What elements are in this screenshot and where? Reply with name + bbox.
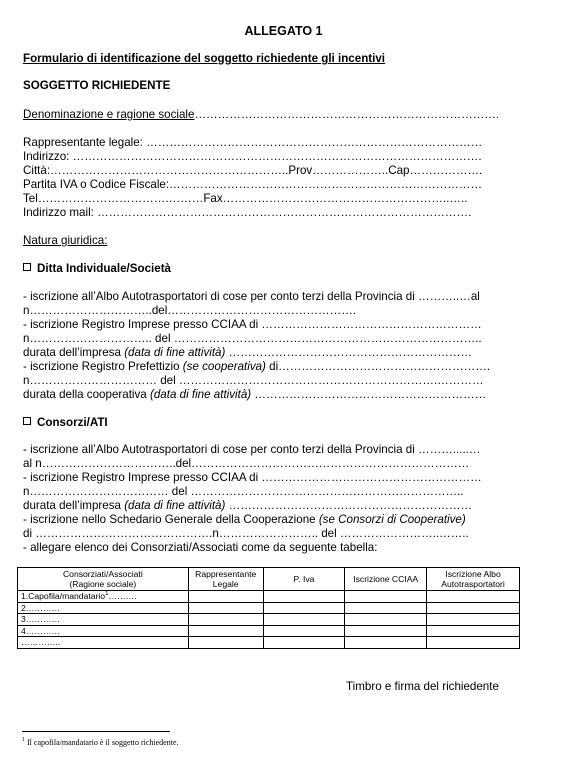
rappresentante-field: Rappresentante legale: …………………………………………………………………………… [23, 136, 483, 149]
text: durata della cooperativa [23, 388, 150, 401]
consorzi-line: - iscrizione all’Albo Autotrasportatori di cose per conto terzi della Provincia di ……….....… [23, 443, 481, 456]
table-cell[interactable] [188, 591, 263, 603]
text-italic: (se cooperativa) [182, 360, 266, 373]
table-row [18, 591, 520, 603]
table-row [18, 614, 520, 626]
table-cell[interactable]: 3………… [18, 614, 189, 626]
mail-field: Indirizzo mail: ……………………………………………………………………………………. [23, 206, 472, 219]
footnote-mark: 1 [22, 737, 25, 743]
text-italic: (se Consorzi di Cooperative) [318, 513, 466, 526]
table-cell[interactable] [188, 614, 263, 626]
table-header: Iscrizione CCIAA [345, 568, 427, 591]
text: durata dell’impresa [23, 346, 125, 359]
consorzi-heading-label: Consorzi/ATI [37, 416, 108, 429]
table-row [18, 602, 520, 614]
natura-giuridica-label: Natura giuridica: [23, 234, 108, 247]
row-label-suffix: ………. [108, 591, 137, 602]
checkbox-ditta[interactable] [23, 263, 31, 271]
text: …………………………………………………… [251, 388, 487, 401]
consorzi-durata-line [23, 499, 472, 513]
section-heading: SOGGETTO RICHIEDENTE [23, 79, 171, 92]
table-cell[interactable]: 2………… [18, 602, 189, 614]
table-cell[interactable] [345, 625, 427, 637]
denominazione-dots: ……………………………………………………………………. [194, 108, 500, 121]
table-cell[interactable] [188, 637, 263, 649]
footnote-mark: 1 [105, 591, 109, 598]
table-header: Iscrizione Albo Autotrasportatori [427, 568, 520, 591]
signature-label: Timbro e firma del richiedente [346, 680, 499, 693]
consorzi-line: - iscrizione Registro Imprese presso CCIAA di ………………………………………………… [23, 471, 482, 484]
table-header-row [18, 568, 520, 591]
table-header: Rappresentante Legale [188, 568, 263, 591]
table-cell[interactable] [188, 602, 263, 614]
footnote [22, 738, 179, 747]
consorzi-heading [23, 416, 108, 430]
ditta-line: n…………………………..del…………………………………………. [23, 304, 357, 317]
consorzi-line: al n……………………………..del……………………………………………………………… [23, 457, 470, 470]
table-cell[interactable] [345, 637, 427, 649]
text: ……………………………………………………… [225, 346, 473, 359]
ditta-line: n………………………….. del …………………………………………………………………….. [23, 332, 482, 345]
partita-iva-field: Partita IVA o Codice Fiscale:……………………………………………………………………… [23, 178, 483, 191]
table-cell[interactable] [18, 591, 189, 603]
table-cell[interactable] [345, 614, 427, 626]
ditta-line: - iscrizione all’Albo Autotrasportatori di cose per conto terzi della Provincia di ………..…al [23, 290, 480, 303]
text: di………………………………………………. [265, 360, 491, 373]
consorzi-line: n……………………………… del …………………………………………………………….. [23, 485, 464, 498]
table-cell[interactable] [345, 591, 427, 603]
text: ……………………………………………………… [225, 499, 473, 512]
table-cell[interactable] [263, 602, 345, 614]
ditta-durata-coop-line [23, 388, 486, 402]
table-cell[interactable] [263, 637, 345, 649]
table-cell[interactable] [263, 625, 345, 637]
table-cell[interactable] [188, 625, 263, 637]
consorzi-line: di ……………………………………….n…………………….. del ……………………..…….. [23, 527, 469, 540]
ditta-heading [23, 262, 171, 276]
footnote-text: Il capofila/mandatario è il soggetto richiedente. [25, 738, 179, 747]
ditta-heading-label: Ditta Individuale/Società [37, 262, 172, 275]
table-cell[interactable]: 4………… [18, 625, 189, 637]
checkbox-consorzi[interactable] [23, 417, 31, 425]
ditta-durata-line [23, 346, 472, 360]
allegato-title: ALLEGATO 1 [244, 24, 323, 38]
citta-field: Città:……………………………………………………..Prov………………..Cap………………. [23, 164, 483, 177]
table-cell[interactable] [263, 591, 345, 603]
table-row [18, 625, 520, 637]
consorzi-allegare-line: - allegare elenco dei Consorziati/Associati come da seguente tabella: [23, 541, 378, 554]
table-cell[interactable]: ………….. [18, 637, 189, 649]
form-title: Formulario di identificazione del soggetto richiedente gli incentivi [23, 52, 386, 65]
tel-fax-field: Tel…………………………….………Fax…………………………………………………..….. [23, 192, 468, 205]
row-label: 1.Capofila/mandatario [21, 591, 106, 602]
ditta-line: n…………………………… del ………………………………………………………….………… [23, 374, 484, 387]
table-cell[interactable] [263, 614, 345, 626]
text: - iscrizione Registro Prefettizio [23, 360, 183, 373]
table-cell[interactable] [427, 625, 520, 637]
table-header: Consorziati/Associati (Ragione sociale) [18, 568, 189, 591]
table-cell[interactable] [427, 637, 520, 649]
ditta-prefettizio-line [23, 360, 490, 374]
ditta-line: - iscrizione Registro Imprese presso CCIAA di ………………………………………………… [23, 318, 482, 331]
footnote-divider [22, 731, 170, 732]
table-cell[interactable] [427, 602, 520, 614]
table-header: P. Iva [263, 568, 345, 591]
table-cell[interactable] [345, 602, 427, 614]
consorziati-table [17, 567, 520, 649]
text-italic: (data di fine attività) [149, 388, 252, 401]
text: durata dell’impresa [23, 499, 125, 512]
text: - iscrizione nello Schedario Generale della Cooperazione [23, 513, 319, 526]
text-italic: (data di fine attività) [124, 346, 226, 359]
denominazione-label: Denominazione e ragione sociale [23, 108, 195, 121]
denominazione-field [23, 108, 499, 122]
table-cell[interactable] [427, 591, 520, 603]
consorzi-schedario-line [23, 513, 466, 527]
table-cell[interactable] [427, 614, 520, 626]
indirizzo-field: Indirizzo: ……………………………………………………………………………………………. [23, 150, 482, 163]
table-row [18, 637, 520, 649]
text-italic: (data di fine attività) [124, 499, 226, 512]
